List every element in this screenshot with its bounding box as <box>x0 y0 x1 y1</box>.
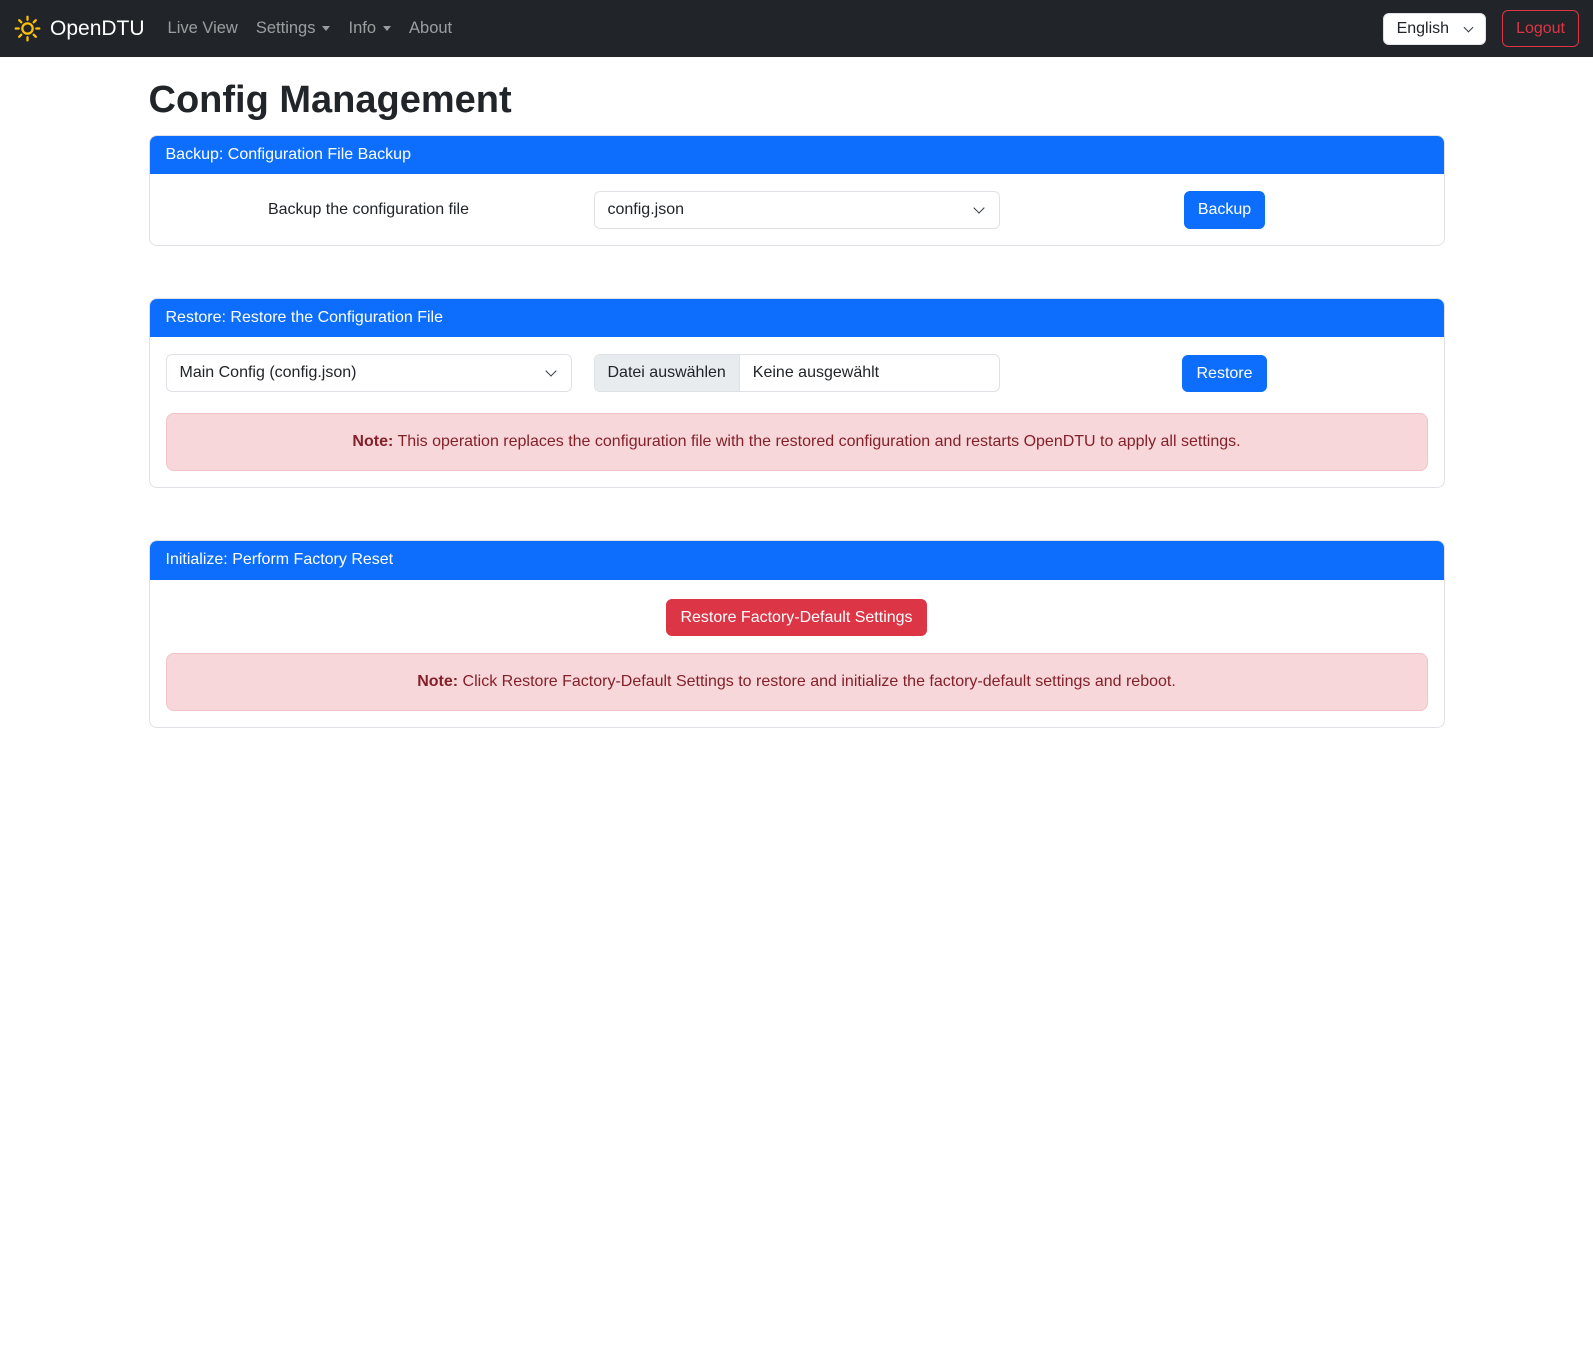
navbar-right <box>1383 10 1579 47</box>
restore-button[interactable]: Restore <box>1182 355 1266 392</box>
language-select[interactable] <box>1383 13 1486 45</box>
chevron-down-icon <box>322 26 330 31</box>
nav-item-settings-label: Settings <box>255 19 316 37</box>
logout-button[interactable]: Logout <box>1502 10 1579 47</box>
page-title: Config Management <box>148 79 512 121</box>
restore-card-body <box>150 337 1444 487</box>
note-prefix: Note: <box>352 433 394 451</box>
factory-reset-card <box>149 540 1445 728</box>
navbar <box>0 0 1593 57</box>
brand-label: OpenDTU <box>50 16 145 40</box>
nav-item-info[interactable] <box>339 11 400 46</box>
note-text: This operation replaces the configuration file with the restored configuration and restarts OpenDTU to apply all settings. <box>397 433 1241 451</box>
factory-reset-note-alert <box>166 653 1428 711</box>
restore-config-select[interactable] <box>166 354 572 392</box>
chevron-down-icon <box>973 202 984 213</box>
chevron-down-icon <box>1464 22 1474 32</box>
sun-icon <box>14 15 41 42</box>
restore-file-input[interactable] <box>594 354 1000 392</box>
factory-reset-button[interactable]: Restore Factory-Default Settings <box>666 599 926 636</box>
restore-config-select-value: Main Config (config.json) <box>179 364 357 382</box>
main-content <box>149 78 1445 728</box>
file-status-text: Keine ausgewählt <box>752 364 880 382</box>
restore-card <box>149 298 1445 488</box>
note-prefix: Note: <box>417 672 459 690</box>
nav-item-live-view[interactable]: Live View <box>167 19 238 37</box>
factory-reset-card-header: Initialize: Perform Factory Reset <box>150 541 1444 579</box>
factory-reset-card-body <box>150 580 1444 727</box>
backup-card-body <box>150 174 1444 245</box>
language-select-value: English <box>1396 19 1450 37</box>
restore-note-alert <box>166 413 1428 471</box>
backup-file-select-value: config.json <box>607 200 684 218</box>
chevron-down-icon <box>545 366 556 377</box>
file-choose-button[interactable]: Datei auswählen <box>595 355 740 391</box>
nav-item-about[interactable]: About <box>409 19 453 37</box>
nav-links <box>159 11 462 46</box>
brand-link[interactable] <box>14 15 145 42</box>
backup-file-label: Backup the configuration file <box>267 200 469 218</box>
backup-button[interactable]: Backup <box>1184 191 1265 228</box>
backup-card-header: Backup: Configuration File Backup <box>150 136 1444 174</box>
note-text: Click Restore Factory-Default Settings to restore and initialize the factory-default settings and reboot. <box>462 672 1176 690</box>
nav-item-settings[interactable] <box>247 11 340 46</box>
backup-file-select[interactable] <box>594 191 1000 229</box>
chevron-down-icon <box>383 26 391 31</box>
backup-card <box>149 135 1445 246</box>
nav-item-info-label: Info <box>348 19 377 37</box>
restore-card-header: Restore: Restore the Configuration File <box>150 299 1444 337</box>
